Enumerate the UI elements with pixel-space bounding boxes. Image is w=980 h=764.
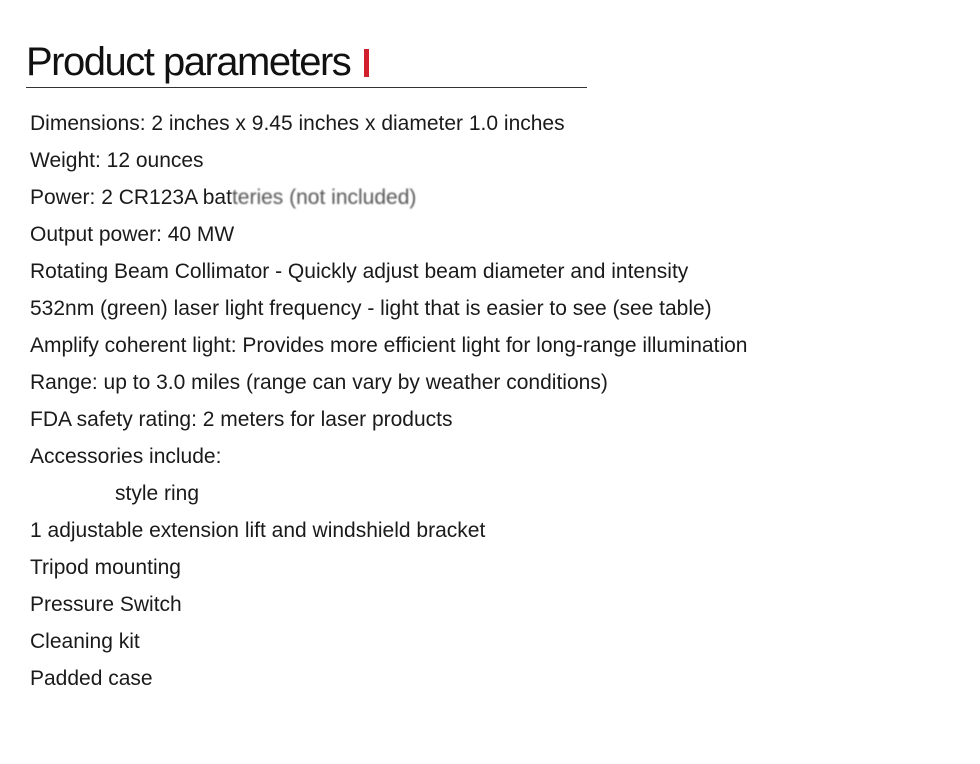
param-coherent-light: Amplify coherent light: Provides more efficient light for long-range illumination xyxy=(30,334,748,357)
param-accessories-heading: Accessories include: xyxy=(30,445,222,468)
param-collimator: Rotating Beam Collimator - Quickly adjust beam diameter and intensity xyxy=(30,260,689,283)
param-frequency: 532nm (green) laser light frequency - light that is easier to see (see table) xyxy=(30,297,712,320)
section-header xyxy=(26,28,587,88)
param-power xyxy=(30,179,747,216)
accent-bar xyxy=(364,49,369,77)
param-dimensions: Dimensions: 2 inches x 9.45 inches x diameter 1.0 inches xyxy=(30,112,565,135)
param-power-faded-text: teries (not included) xyxy=(231,186,417,209)
title-divider xyxy=(26,87,587,88)
accessory-tripod-mounting: Tripod mounting xyxy=(30,556,181,579)
param-output-power: Output power: 40 MW xyxy=(30,223,235,246)
title-row xyxy=(26,28,587,82)
parameter-list xyxy=(30,105,747,697)
param-range: Range: up to 3.0 miles (range can vary by weather conditions) xyxy=(30,371,608,394)
param-fda-rating: FDA safety rating: 2 meters for laser products xyxy=(30,408,453,431)
accessory-extension-bracket: 1 adjustable extension lift and windshield bracket xyxy=(30,519,486,542)
param-power-text: Power: 2 CR123A bat xyxy=(30,186,232,209)
param-weight: Weight: 12 ounces xyxy=(30,149,204,172)
page-title: Product parameters xyxy=(26,40,351,84)
accessory-style-ring: style ring xyxy=(115,482,200,505)
accessory-padded-case: Padded case xyxy=(30,667,153,690)
accessory-pressure-switch: Pressure Switch xyxy=(30,593,182,616)
accessory-cleaning-kit: Cleaning kit xyxy=(30,630,140,653)
